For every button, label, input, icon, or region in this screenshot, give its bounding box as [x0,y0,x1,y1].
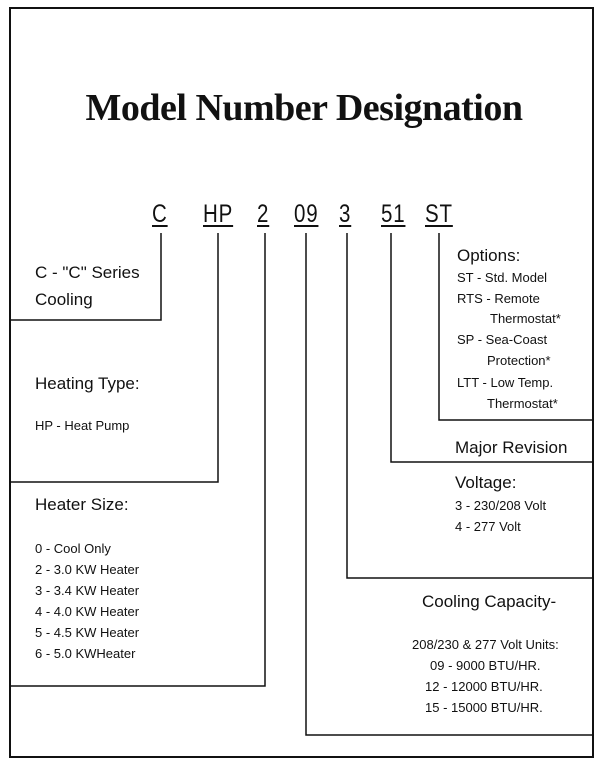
options-line: ST - Std. Model [457,270,548,285]
code-cooling-capacity: 09 [294,200,319,228]
voltage-item: 3 - 230/208 Volt [455,498,547,513]
series-line-1: C - "C" Series [35,263,140,282]
code-major-revision: 51 [381,200,406,228]
heater-size-item: 2 - 3.0 KW Heater [35,562,140,577]
heating-type-item: HP - Heat Pump [35,418,130,433]
heater-size-item: 3 - 3.4 KW Heater [35,583,140,598]
voltage-item: 4 - 277 Volt [455,519,521,534]
code-heater-size: 2 [257,200,270,228]
options-line: Protection* [487,353,551,368]
cooling-capacity-subheading: 208/230 & 277 Volt Units: [412,637,559,652]
heater-size-item: 6 - 5.0 KWHeater [35,646,136,661]
options-line: LTT - Low Temp. [457,375,554,390]
series-line-2: Cooling [35,290,93,309]
code-voltage: 3 [339,200,352,228]
heater-size-item: 0 - Cool Only [35,541,111,556]
code-series: C [152,200,168,228]
page-title: Model Number Designation [85,87,523,129]
cooling-capacity-heading: Cooling Capacity- [422,592,557,611]
heater-size-item: 5 - 4.5 KW Heater [35,625,140,640]
code-options: ST [425,200,453,228]
options-heading: Options: [457,246,521,265]
options-line: RTS - Remote [457,291,540,306]
code-heating-type: HP [203,200,234,228]
cooling-capacity-item: 12 - 12000 BTU/HR. [425,679,543,694]
options-line: Thermostat* [490,311,561,326]
heater-size-item: 4 - 4.0 KW Heater [35,604,140,619]
connector-major-revision [391,233,594,462]
options-line: Thermostat* [487,396,558,411]
major-revision-heading: Major Revision [455,438,568,457]
heater-size-heading: Heater Size: [35,495,129,514]
voltage-heading: Voltage: [455,473,517,492]
heating-type-heading: Heating Type: [35,374,140,393]
options-line: SP - Sea-Coast [457,332,548,347]
cooling-capacity-item: 09 - 9000 BTU/HR. [430,658,541,673]
cooling-capacity-item: 15 - 15000 BTU/HR. [425,700,543,715]
